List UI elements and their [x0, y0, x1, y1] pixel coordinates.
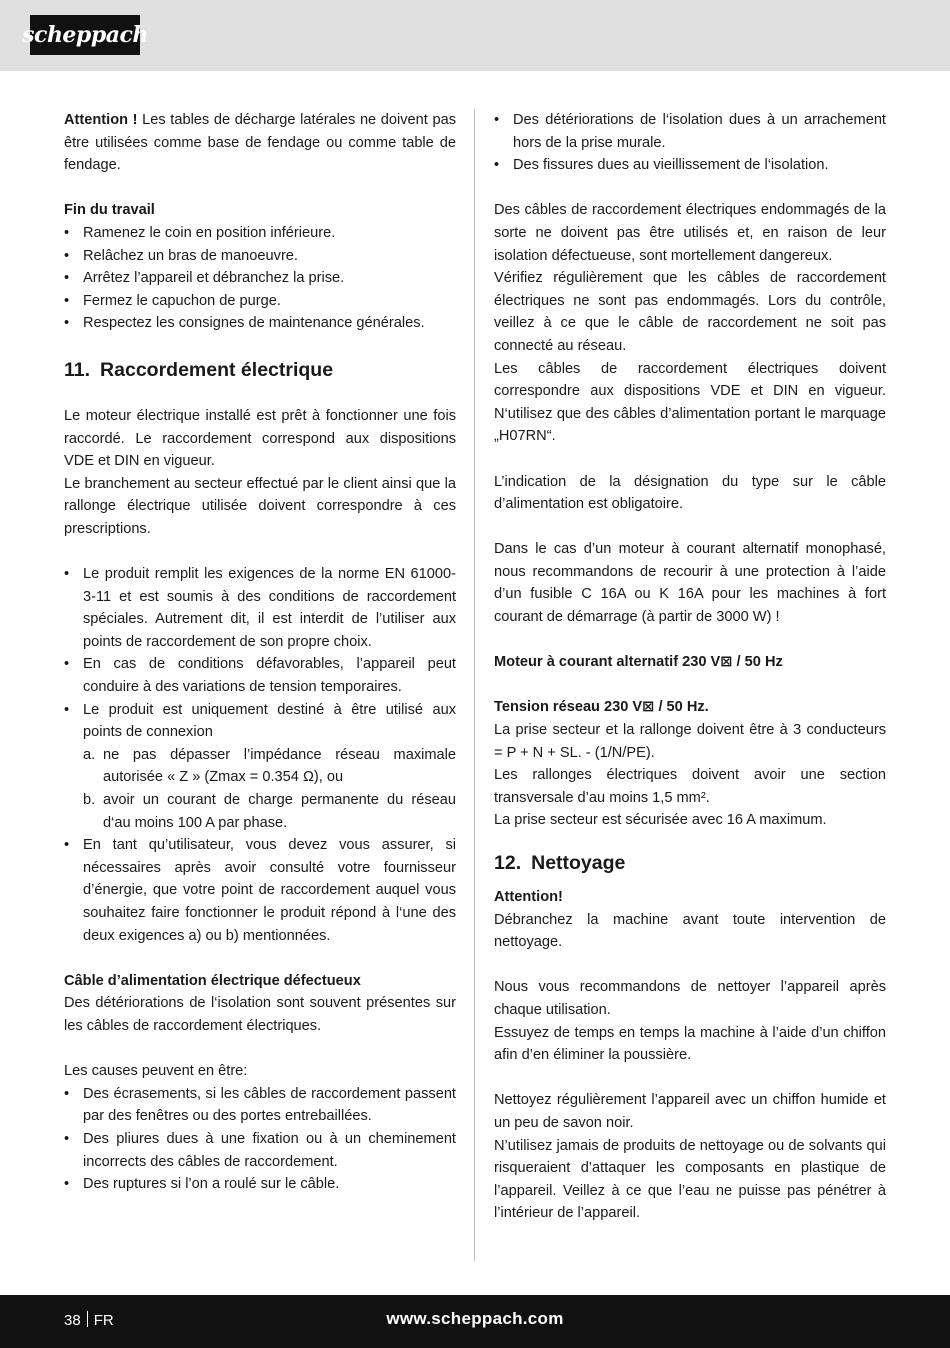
tension-title: Tension réseau 230 V⊠ / 50 Hz. — [494, 699, 709, 716]
list-item: • Relâchez un bras de manoeuvre. — [64, 245, 456, 268]
sub-list-item — [83, 744, 456, 789]
section-number: 12. — [494, 852, 522, 874]
paragraph: Débranchez la machine avant toute intervention de nettoyage. — [494, 911, 886, 951]
section-title: Raccordement électrique — [100, 358, 334, 381]
paragraph: Le moteur électrique installé est prêt à fonctionner une fois raccordé. Le raccordement correspond aux dispositions VDE et DIN en vigueur. — [64, 407, 456, 470]
section-number: 11. — [64, 358, 91, 381]
right-column — [494, 109, 886, 1225]
list-item: • Des pliures dues à une fixation ou à un cheminement incorrects des câbles de raccordement. — [64, 1128, 456, 1173]
list-item: • Des écrasements, si les câbles de raccordement passent par des fenêtres ou des portes entrebaillées. — [64, 1083, 456, 1128]
list-item: • En tant qu’utilisateur, vous devez vous assurer, si nécessaires après avoir consulté votre fournisseur d’énergie, que votre point de raccordement auquel vous souhaitez faire fonctionner le produit répond à l‘une des deux exigences a) ou b) mentionnées. — [64, 834, 456, 947]
fin-title: Fin du travail — [64, 202, 155, 219]
motor-title: Moteur à courant alternatif 230 V⊠ / 50 Hz — [494, 654, 783, 671]
language-code: FR — [93, 1312, 114, 1329]
sub-label: b. — [83, 792, 96, 809]
sub-text: ne pas dépasser l’impédance réseau maximale autorisée « Z » (Zmax = 0.354 Ω), ou — [103, 746, 456, 786]
list-item: • En cas de conditions défavorables, l’appareil peut conduire à des variations de tension temporaires. — [64, 653, 456, 698]
paragraph: Les rallonges électriques doivent avoir une section transversale d’au moins 1,5 mm². — [494, 767, 886, 806]
paragraph: N’utilisez jamais de produits de nettoyage ou de solvants qui risqueraient d’attaquer les composants en plastique de l’appareil. Veillez à ce que l’eau ne puisse pas pénétrer à l’intérieur de l’appareil. — [494, 1137, 886, 1222]
paragraph: Essuyez de temps en temps la machine à l’aide d’un chiffon afin d’en éliminer la poussière. — [494, 1024, 886, 1064]
list-item: • Respectez les consignes de maintenance générales. — [64, 312, 456, 335]
cable-title: Câble d’alimentation électrique défectueux — [64, 972, 361, 989]
page-header — [0, 0, 950, 71]
page-footer — [0, 1295, 950, 1348]
list-item: • Arrêtez l’appareil et débranchez la prise. — [64, 267, 456, 290]
list-item: • Le produit remplit les exigences de la norme EN 61000-3-11 et est soumis à des conditions de raccordement spéciales. Autrement dit, il est interdit de l’utiliser aux points de raccordement de son propre choix. — [64, 563, 456, 653]
paragraph: Des câbles de raccordement électriques endommagés de la sorte ne doivent pas être utilisés et, en raison de leur isolation défectueuse, sont mortellement dangereux. — [494, 202, 886, 264]
brand-logo: scheppach — [30, 15, 140, 55]
fin-list — [64, 222, 456, 335]
website-link[interactable]: www.scheppach.com — [386, 1309, 564, 1328]
causes-intro: Les causes peuvent en être: — [64, 1063, 248, 1080]
column-divider — [474, 109, 475, 1261]
attention-paragraph — [64, 109, 456, 177]
list-item: • Des ruptures si l’on a roulé sur le câble. — [64, 1173, 456, 1196]
page-number-value: 38 — [64, 1312, 81, 1329]
paragraph: Le branchement au secteur effectué par le client ainsi que la rallonge électrique utilisée doivent correspondre à ces prescriptions. — [64, 475, 456, 537]
section-title: Nettoyage — [531, 852, 626, 874]
list-item — [64, 699, 456, 835]
paragraph: Nous vous recommandons de nettoyer l’appareil après chaque utilisation. — [494, 979, 886, 1018]
sub-text: avoir un courant de charge permanente du réseau d‘au moins 100 A par phase. — [103, 792, 456, 831]
paragraph: La prise secteur est sécurisée avec 16 A maximum. — [494, 812, 827, 829]
sub-label: a. — [83, 746, 96, 763]
section-11-heading — [64, 357, 456, 383]
causes-list-continued — [494, 109, 886, 177]
attention-label: Attention ! — [64, 112, 138, 128]
paragraph: Dans le cas d’un moteur à courant alternatif monophasé, nous recommandons de recourir à une protection à l’aide d’un fusible C 16A ou K 16A pour les machines à fort courant de démarrage (à partir de 3000 W) ! — [494, 541, 886, 626]
paragraph: Nettoyez régulièrement l’appareil avec un chiffon humide et un peu de savon noir. — [494, 1092, 886, 1131]
list-item: • Fermez le capuchon de purge. — [64, 290, 456, 313]
list-item-text: Le produit est uniquement destiné à être utilisé aux points de connexion — [83, 701, 456, 741]
paragraph: Les câbles de raccordement électriques doivent correspondre aux dispositions VDE et DIN en vigueur. N‘utilisez que des câbles d’alimentation portant le marquage „H07RN“. — [494, 360, 886, 445]
section-12-heading — [494, 850, 886, 876]
attention-text: Les tables de décharge latérales ne doivent pas être utilisées comme base de fendage ou comme table de fendage. — [64, 112, 456, 174]
left-column — [64, 109, 456, 1196]
paragraph: L’indication de la désignation du type sur le câble d’alimentation est obligatoire. — [494, 473, 886, 513]
list-item: • Des détériorations de l‘isolation dues à un arrachement hors de la prise murale. — [494, 109, 886, 154]
attention-title: Attention! — [494, 889, 563, 905]
causes-list — [64, 1083, 456, 1196]
paragraph: Des détériorations de l‘isolation sont souvent présentes sur les câbles de raccordement électriques. — [64, 995, 456, 1034]
sub-list-item — [83, 789, 456, 834]
paragraph: Vérifiez régulièrement que les câbles de raccordement électriques ne sont pas endommagés. Lors du contrôle, veillez à ce que le câble de raccordement ne soit pas connecté au réseau. — [494, 270, 886, 354]
list-item: • Des fissures dues au vieillissement de l‘isolation. — [494, 154, 886, 177]
list-item: • Ramenez le coin en position inférieure. — [64, 222, 456, 245]
paragraph: La prise secteur et la rallonge doivent être à 3 conducteurs = P + N + SL. - (1/N/PE). — [494, 722, 886, 761]
sub-list — [83, 744, 456, 834]
requirements-list — [64, 563, 456, 947]
